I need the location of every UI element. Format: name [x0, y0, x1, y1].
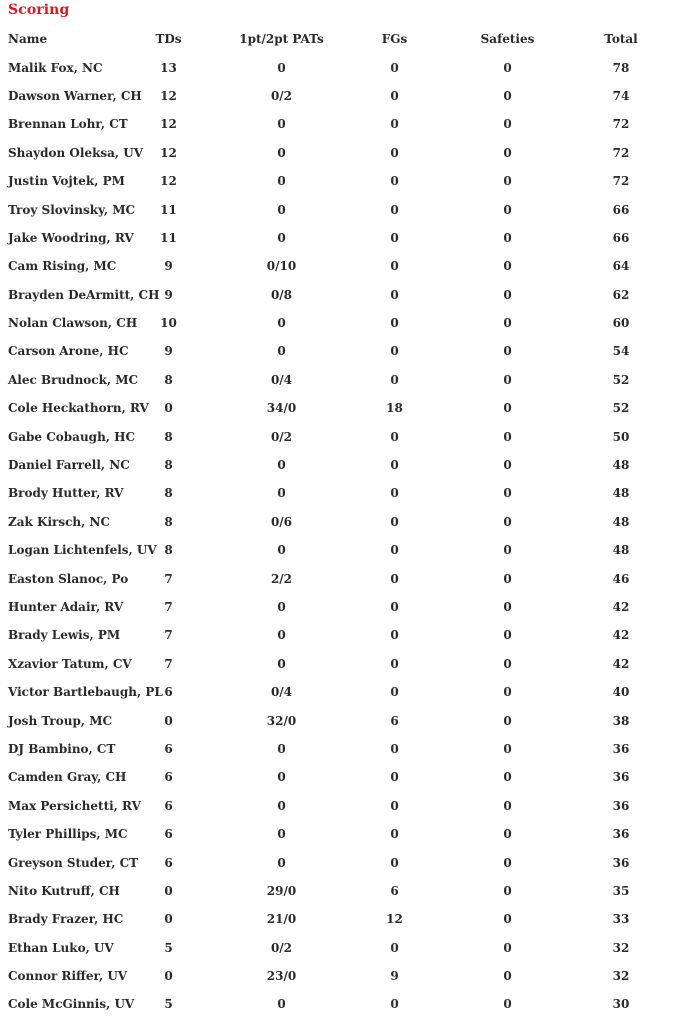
stat-cell: 0 — [390, 741, 399, 756]
stat-cell: 62 — [612, 287, 630, 302]
table-row — [0, 678, 678, 706]
stat-cell: 0 — [277, 344, 286, 359]
stat-cell: 34/0 — [266, 401, 297, 416]
stat-cell: 0 — [277, 458, 286, 473]
player-name-cell: Connor Riffer, UV — [8, 969, 128, 984]
player-name-cell: Xzavior Tatum, CV — [8, 656, 132, 671]
stat-cell: 6 — [390, 883, 399, 898]
stat-cell: 0 — [503, 912, 512, 927]
stat-cell: 12 — [160, 88, 177, 103]
stat-cell: 32 — [612, 969, 630, 984]
table-row — [0, 650, 678, 678]
table-row — [0, 735, 678, 763]
stat-cell: 48 — [612, 514, 630, 529]
stat-cell: 0 — [390, 997, 399, 1012]
stat-cell: 0 — [390, 117, 399, 132]
stat-cell: 0 — [390, 316, 399, 331]
stat-cell: 0 — [277, 656, 286, 671]
stat-cell: 0 — [390, 344, 399, 359]
stat-cell: 11 — [160, 202, 177, 217]
table-row — [0, 877, 678, 905]
player-name-cell: Troy Slovinsky, MC — [8, 202, 136, 217]
stat-cell: 0/10 — [266, 259, 297, 274]
column-header-tds: TDs — [155, 32, 182, 47]
stat-cell: 0 — [277, 628, 286, 643]
stat-cell: 29/0 — [266, 883, 297, 898]
stat-cell: 0 — [277, 174, 286, 189]
table-row — [0, 82, 678, 110]
player-name-cell: Logan Lichtenfels, UV — [8, 543, 157, 558]
stat-cell: 0 — [390, 685, 399, 700]
stat-cell: 0 — [503, 827, 512, 842]
stat-cell: 0 — [164, 713, 173, 728]
stat-cell: 36 — [612, 741, 630, 756]
stat-cell: 0 — [503, 656, 512, 671]
table-row — [0, 422, 678, 450]
stat-cell: 0 — [503, 401, 512, 416]
table-row — [0, 224, 678, 252]
player-name-cell: Nolan Clawson, CH — [8, 316, 138, 331]
table-row — [0, 593, 678, 621]
stat-cell: 6 — [164, 855, 173, 870]
table-row — [0, 706, 678, 734]
stat-cell: 0 — [277, 316, 286, 331]
stat-cell: 5 — [164, 940, 173, 955]
stat-cell: 0 — [503, 798, 512, 813]
stat-cell: 0/6 — [270, 514, 293, 529]
stat-cell: 0 — [390, 486, 399, 501]
stat-cell: 0 — [390, 202, 399, 217]
stat-cell: 9 — [390, 969, 399, 984]
stat-cell: 0 — [503, 174, 512, 189]
stat-cell: 0 — [277, 741, 286, 756]
player-name-cell: Cole Heckathorn, RV — [8, 401, 149, 416]
player-name-cell: Hunter Adair, RV — [8, 600, 124, 614]
stat-cell: 8 — [164, 486, 173, 501]
table-row — [0, 281, 678, 309]
player-name-cell: Alec Brudnock, MC — [8, 372, 139, 387]
stat-cell: 0 — [277, 486, 286, 501]
stat-cell: 78 — [612, 60, 630, 75]
stat-cell: 0 — [503, 259, 512, 274]
stat-cell: 32 — [612, 940, 630, 955]
stat-cell: 0 — [503, 372, 512, 387]
stat-cell: 8 — [164, 372, 173, 387]
table-row — [0, 366, 678, 394]
stat-cell: 9 — [164, 287, 173, 302]
stat-cell: 35 — [612, 883, 630, 898]
stat-cell: 0 — [503, 741, 512, 756]
table-row — [0, 990, 678, 1018]
stat-cell: 48 — [612, 486, 630, 501]
stat-cell: 6 — [164, 685, 173, 700]
stat-cell: 30 — [612, 997, 630, 1012]
stat-cell: 0 — [390, 174, 399, 189]
player-name-cell: Josh Troup, MC — [8, 713, 113, 728]
stat-cell: 0 — [503, 429, 512, 444]
table-row — [0, 167, 678, 195]
column-header-safeties: Safeties — [480, 32, 535, 47]
stat-cell: 0 — [277, 543, 286, 558]
stat-cell: 0 — [277, 827, 286, 842]
stat-cell: 0 — [503, 60, 512, 75]
stat-cell: 0 — [503, 969, 512, 984]
stat-cell: 0 — [503, 230, 512, 245]
stat-cell: 42 — [612, 656, 630, 671]
player-name-cell: Brennan Lohr, CT — [8, 117, 128, 132]
stat-cell: 0 — [503, 287, 512, 302]
table-row — [0, 621, 678, 649]
table-row — [0, 934, 678, 962]
stat-cell: 0 — [390, 514, 399, 529]
stat-cell: 0 — [390, 798, 399, 813]
player-name-cell: Shaydon Oleksa, UV — [8, 145, 144, 160]
stat-cell: 0 — [503, 344, 512, 359]
table-row — [0, 564, 678, 592]
stat-cell: 0 — [390, 287, 399, 302]
stat-cell: 0 — [503, 997, 512, 1012]
stat-cell: 32/0 — [266, 713, 297, 728]
table-header-row — [0, 25, 678, 53]
stat-cell: 50 — [612, 429, 630, 444]
stat-cell: 0 — [503, 458, 512, 473]
stat-cell: 10 — [160, 316, 177, 331]
stat-cell: 36 — [612, 827, 630, 842]
stat-cell: 0 — [277, 855, 286, 870]
player-name-cell: Cam Rising, MC — [8, 259, 117, 274]
stat-cell: 0 — [164, 912, 173, 927]
player-name-cell: Daniel Farrell, NC — [8, 458, 130, 473]
stat-cell: 48 — [612, 543, 630, 558]
player-name-cell: Brady Lewis, PM — [8, 628, 121, 643]
stat-cell: 36 — [612, 798, 630, 813]
stat-cell: 21/0 — [266, 912, 297, 927]
stat-cell: 74 — [612, 88, 630, 103]
stat-cell: 0 — [390, 543, 399, 558]
player-name-cell: DJ Bambino, CT — [8, 741, 116, 756]
stat-cell: 8 — [164, 514, 173, 529]
stat-cell: 0 — [277, 997, 286, 1012]
stat-cell: 0 — [503, 940, 512, 955]
player-name-cell: Max Persichetti, RV — [8, 798, 141, 813]
stat-cell: 7 — [164, 628, 173, 643]
stat-cell: 0 — [390, 145, 399, 160]
table-row — [0, 905, 678, 933]
player-name-cell: Camden Gray, CH — [8, 770, 127, 785]
stat-cell: 0 — [503, 628, 512, 643]
stat-cell: 42 — [612, 628, 630, 643]
stat-cell: 8 — [164, 458, 173, 473]
stat-cell: 13 — [160, 60, 177, 75]
stat-cell: 0 — [503, 543, 512, 558]
stat-cell: 0 — [390, 458, 399, 473]
player-name-cell: Brady Frazer, HC — [8, 912, 124, 927]
stat-cell: 0 — [503, 316, 512, 331]
stat-cell: 52 — [612, 401, 630, 416]
stat-cell: 0/8 — [270, 287, 293, 302]
player-name-cell: Gabe Cobaugh, HC — [8, 429, 136, 444]
stat-cell: 0 — [390, 429, 399, 444]
player-name-cell: Cole McGinnis, UV — [8, 997, 135, 1012]
player-name-cell: Greyson Studer, CT — [8, 855, 139, 870]
table-row — [0, 792, 678, 820]
player-name-cell: Nito Kutruff, CH — [8, 883, 120, 898]
stat-cell: 0 — [503, 855, 512, 870]
stat-cell: 0 — [277, 230, 286, 245]
stat-cell: 6 — [390, 713, 399, 728]
player-name-cell: Jake Woodring, RV — [8, 230, 134, 245]
player-name-cell: Victor Bartlebaugh, PL — [8, 685, 163, 700]
stat-cell: 54 — [612, 344, 630, 359]
stat-cell: 0 — [503, 486, 512, 501]
table-row — [0, 763, 678, 791]
stat-cell: 0 — [277, 798, 286, 813]
stat-cell: 0 — [503, 514, 512, 529]
stat-cell: 2/2 — [270, 571, 293, 586]
stat-cell: 0 — [503, 883, 512, 898]
stat-cell: 36 — [612, 855, 630, 870]
stat-cell: 0 — [503, 770, 512, 785]
player-name-cell: Tyler Phillips, MC — [8, 827, 128, 842]
stat-cell: 0 — [277, 600, 286, 614]
stat-cell: 72 — [612, 117, 630, 132]
stat-cell: 0/2 — [270, 940, 293, 955]
stat-cell: 0 — [277, 202, 286, 217]
stat-cell: 0 — [390, 259, 399, 274]
table-row — [0, 820, 678, 848]
stat-cell: 12 — [160, 145, 177, 160]
stat-cell: 0 — [503, 88, 512, 103]
stat-cell: 0 — [503, 117, 512, 132]
stat-cell: 0 — [503, 571, 512, 586]
stat-cell: 7 — [164, 656, 173, 671]
player-name-cell: Malik Fox, NC — [8, 60, 103, 75]
stat-cell: 66 — [612, 230, 630, 245]
stat-cell: 12 — [160, 117, 177, 132]
stat-cell: 12 — [160, 174, 177, 189]
player-name-cell: Carson Arone, HC — [8, 344, 129, 359]
stat-cell: 72 — [612, 145, 630, 160]
stat-cell: 42 — [612, 600, 630, 614]
player-name-cell: Justin Vojtek, PM — [8, 174, 125, 189]
table-row — [0, 195, 678, 223]
stat-cell: 0 — [390, 940, 399, 955]
stat-cell: 0 — [503, 600, 512, 614]
stat-cell: 33 — [612, 912, 630, 927]
stat-cell: 5 — [164, 997, 173, 1012]
stat-cell: 0 — [164, 969, 173, 984]
table-row — [0, 252, 678, 280]
stat-cell: 0 — [390, 88, 399, 103]
table-row — [0, 394, 678, 422]
stat-cell: 0 — [503, 713, 512, 728]
stat-cell: 0 — [277, 770, 286, 785]
stat-cell: 46 — [612, 571, 630, 586]
stat-cell: 6 — [164, 827, 173, 842]
table-row — [0, 110, 678, 138]
stat-cell: 0 — [390, 855, 399, 870]
stat-cell: 7 — [164, 571, 173, 586]
stat-cell: 0/4 — [270, 372, 293, 387]
stat-cell: 40 — [612, 685, 630, 700]
stat-cell: 0 — [164, 883, 173, 898]
player-name-cell: Zak Kirsch, NC — [8, 514, 110, 529]
stat-cell: 0 — [390, 60, 399, 75]
column-header-name: Name — [8, 32, 48, 47]
stat-cell: 0/2 — [270, 88, 293, 103]
table-row — [0, 139, 678, 167]
table-body — [0, 53, 678, 1018]
table-row — [0, 309, 678, 337]
stat-cell: 0 — [390, 770, 399, 785]
stat-cell: 64 — [612, 259, 630, 274]
stat-cell: 48 — [612, 458, 630, 473]
stat-cell: 0 — [390, 827, 399, 842]
stat-cell: 0 — [503, 145, 512, 160]
stat-cell: 0 — [390, 600, 399, 614]
stat-cell: 8 — [164, 543, 173, 558]
column-header-1pt-2pt-pats: 1pt/2pt PATs — [239, 32, 324, 47]
stat-cell: 36 — [612, 770, 630, 785]
player-name-cell: Dawson Warner, CH — [8, 88, 142, 103]
table-row — [0, 848, 678, 876]
stat-cell: 0 — [390, 656, 399, 671]
stat-cell: 7 — [164, 600, 173, 614]
table-row — [0, 536, 678, 564]
stat-cell: 0 — [277, 60, 286, 75]
column-header-total: Total — [604, 32, 638, 47]
stat-cell: 6 — [164, 741, 173, 756]
stat-cell: 52 — [612, 372, 630, 387]
stat-cell: 0/2 — [270, 429, 293, 444]
page-title: Scoring — [8, 2, 70, 18]
stat-cell: 0 — [277, 145, 286, 160]
stat-cell: 0/4 — [270, 685, 293, 700]
stat-cell: 0 — [390, 571, 399, 586]
stat-cell: 23/0 — [266, 969, 297, 984]
player-name-cell: Ethan Luko, UV — [8, 940, 114, 955]
stat-cell: 0 — [503, 685, 512, 700]
stat-cell: 12 — [386, 912, 403, 927]
stat-cell: 6 — [164, 770, 173, 785]
stat-cell: 66 — [612, 202, 630, 217]
stat-cell: 38 — [612, 713, 630, 728]
stat-cell: 6 — [164, 798, 173, 813]
table-row — [0, 479, 678, 507]
column-header-fgs: FGs — [381, 32, 408, 47]
stat-cell: 0 — [277, 117, 286, 132]
stat-cell: 0 — [164, 401, 173, 416]
stat-cell: 9 — [164, 344, 173, 359]
stat-cell: 0 — [390, 230, 399, 245]
stat-cell: 0 — [390, 372, 399, 387]
stat-cell: 18 — [386, 401, 403, 416]
table-row — [0, 337, 678, 365]
scoring-table — [0, 25, 678, 1019]
stat-cell: 9 — [164, 259, 173, 274]
table-row — [0, 53, 678, 81]
stat-cell: 0 — [503, 202, 512, 217]
player-name-cell: Easton Slanoc, Po — [8, 571, 129, 586]
stat-cell: 60 — [612, 316, 630, 331]
stat-cell: 8 — [164, 429, 173, 444]
table-row — [0, 508, 678, 536]
stat-cell: 11 — [160, 230, 177, 245]
table-row — [0, 451, 678, 479]
stat-cell: 72 — [612, 174, 630, 189]
stat-cell: 0 — [390, 628, 399, 643]
table-row — [0, 962, 678, 990]
player-name-cell: Brody Hutter, RV — [8, 486, 124, 501]
player-name-cell: Brayden DeArmitt, CH — [8, 287, 160, 302]
